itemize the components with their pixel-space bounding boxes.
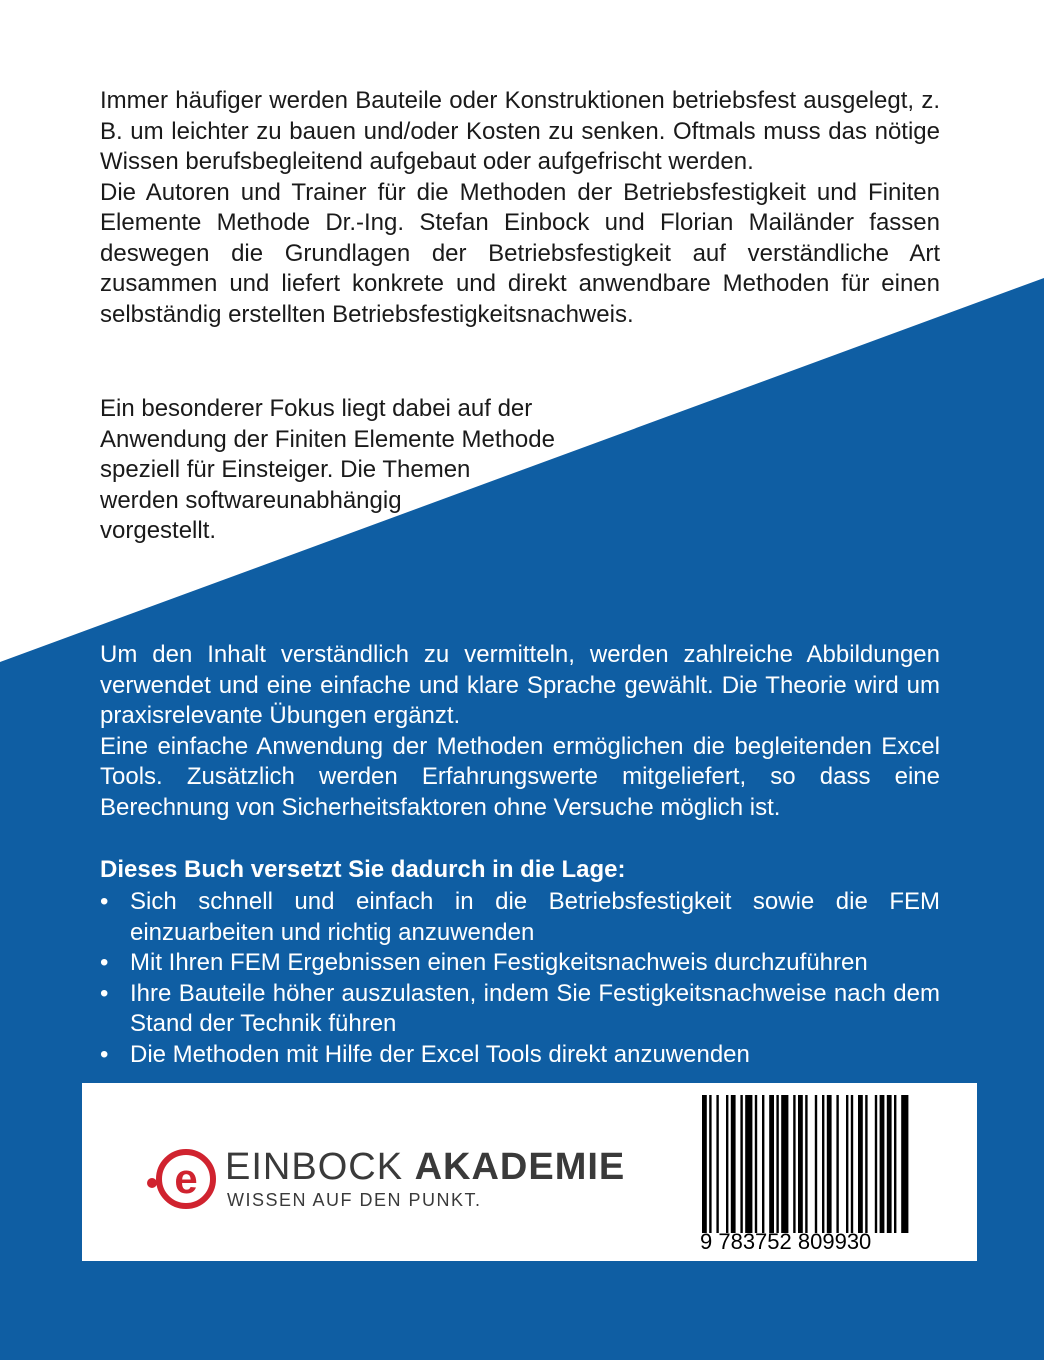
focus-line: speziell für Einsteiger. Die Themen: [100, 456, 471, 483]
focus-line: Ein besonderer Fokus liegt dabei auf der: [100, 395, 533, 422]
barcode-bar: [865, 1095, 867, 1233]
benefits-list: [100, 887, 940, 1070]
list-item-text: Ihre Bauteile höher auszulasten, indem Sie Festigkeitsnachweise nach dem Stand der Technik führen: [130, 979, 940, 1037]
brand-tagline: WISSEN AUF DEN PUNKT.: [227, 1190, 482, 1210]
list-item: [100, 1040, 940, 1071]
barcode-bar: [755, 1095, 757, 1233]
barcode-bar: [836, 1095, 838, 1233]
barcode-bar: [762, 1095, 764, 1233]
barcode: [700, 1095, 910, 1237]
intro-paragraph-1: Immer häufiger werden Bauteile oder Konstruktionen betriebsfest ausgelegt, z. B. um leichter zu bauen und/oder Kosten zu senken. Oftmals muss das nötige Wissen berufsbegleitend aufgebaut oder aufgefrischt werden.: [100, 87, 940, 175]
list-item-text: Mit Ihren FEM Ergebnissen einen Festigkeitsnachweis durchzuführen: [130, 949, 868, 976]
barcode-bar: [709, 1095, 711, 1233]
barcode-bar: [894, 1095, 896, 1233]
barcode-bar: [702, 1095, 707, 1233]
barcode-bar: [875, 1095, 877, 1233]
list-item-text: Die Methoden mit Hilfe der Excel Tools direkt anzuwenden: [130, 1040, 750, 1068]
brand-name: [225, 1147, 625, 1187]
barcode-bar: [901, 1095, 908, 1233]
einbock-logo-icon: [146, 1143, 218, 1215]
brand-name-bold: AKADEMIE: [414, 1146, 626, 1188]
barcode-bar: [858, 1095, 863, 1233]
barcode-bar: [740, 1095, 742, 1233]
bullet-icon: •: [100, 979, 109, 1007]
focus-line: Anwendung der Finiten Elemente Methode: [100, 425, 555, 453]
benefits-heading: Dieses Buch versetzt Sie dadurch in die Lage:: [100, 856, 626, 883]
barcode-bar: [731, 1095, 736, 1233]
barcode-bar: [745, 1095, 752, 1233]
focus-text: [100, 394, 600, 547]
blue-paragraph-1: Um den Inhalt verständlich zu vermitteln, werden zahlreiche Abbildungen verwendet und eine einfache und klare Sprache gewählt. Die Theorie wird um praxisrelevante Übungen ergänzt.: [100, 641, 940, 729]
list-item-text: Sich schnell und einfach in die Betriebsfestigkeit sowie die FEM einzuarbeiten und richtig anzuwenden: [130, 888, 940, 946]
barcode-bar: [776, 1095, 778, 1233]
barcode-bar: [815, 1095, 817, 1233]
focus-line: werden softwareunabhängig: [100, 486, 402, 514]
list-item: [100, 979, 940, 1040]
focus-line: vorgestellt.: [100, 517, 217, 544]
barcode-bar: [805, 1095, 807, 1233]
bullet-icon: •: [100, 888, 109, 915]
isbn-digits: 9 783752 809930: [700, 1229, 872, 1254]
publisher-panel: [82, 1083, 977, 1261]
barcode-bar: [887, 1095, 892, 1233]
barcode-bar: [716, 1095, 718, 1233]
brand-name-regular: EINBOCK: [225, 1146, 404, 1188]
barcode-bar: [798, 1095, 803, 1233]
list-item: [100, 948, 940, 979]
blue-paragraph-2: Eine einfache Anwendung der Methoden ermöglichen die begleitenden Excel Tools. Zusätzlich werden Erfahrungswerte mitgeliefert, so dass eine Berechnung von Sicherheitsfaktoren ohne Versuche möglich ist.: [100, 732, 940, 821]
bullet-icon: •: [100, 949, 109, 976]
list-item: [100, 887, 940, 948]
blue-section-text: [100, 640, 940, 823]
barcode-bar: [793, 1095, 795, 1233]
intro-paragraph-2: Die Autoren und Trainer für die Methoden der Betriebsfestigkeit und Finiten Elemente Methode Dr.-Ing. Stefan Einbock und Florian Mailänder fassen deswegen die Grundlagen der Betriebsfestigkeit auf verständliche Art zusammen und liefert konkrete und direkt anwendbare Methoden für einen selbständig erstellten Betriebsfestigkeitsnachweis.: [100, 178, 940, 328]
bullet-icon: •: [100, 1040, 109, 1068]
benefits-section: [100, 855, 940, 1070]
barcode-bar: [822, 1095, 824, 1233]
barcode-bar: [726, 1095, 728, 1233]
barcode-bar: [781, 1095, 788, 1233]
barcode-bar: [827, 1095, 832, 1233]
intro-text: [100, 86, 940, 330]
barcode-bar: [880, 1095, 885, 1233]
focus-paragraph: [100, 394, 600, 547]
barcode-bar: [769, 1095, 774, 1233]
svg-text:e: e: [174, 1155, 198, 1202]
barcode-bar: [851, 1095, 853, 1233]
barcode-bar: [846, 1095, 848, 1233]
